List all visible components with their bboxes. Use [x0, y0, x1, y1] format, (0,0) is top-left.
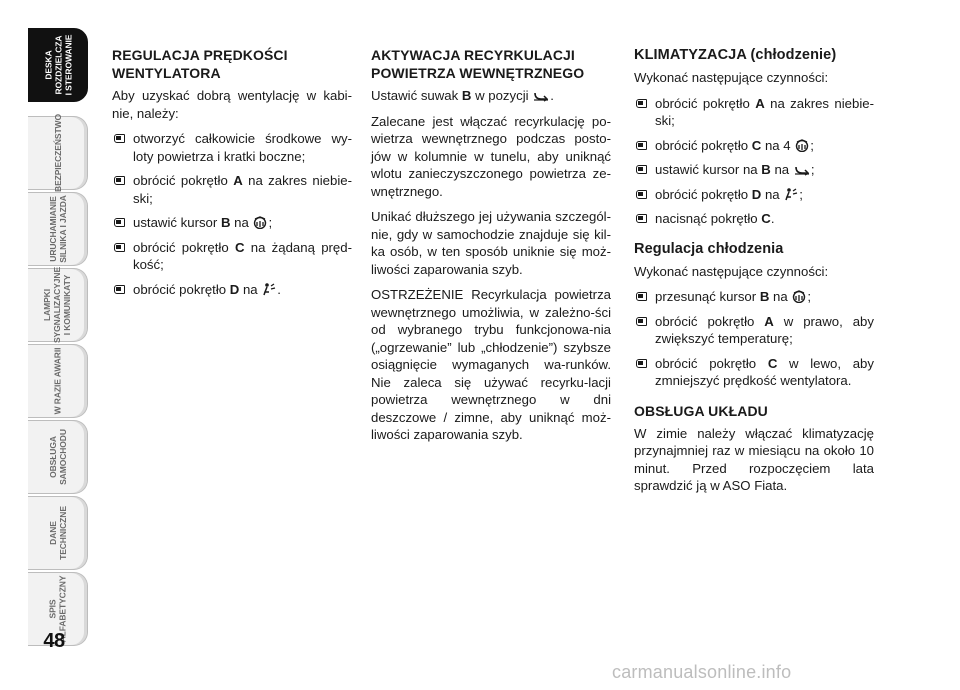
knob-key: B — [761, 162, 771, 177]
item-text: . — [770, 211, 775, 226]
knob-key: A — [755, 95, 765, 111]
tab-uruchamianie[interactable] — [28, 192, 88, 266]
item-text: na — [239, 281, 262, 297]
list-item — [634, 313, 874, 348]
item-text: ; — [807, 289, 812, 304]
column-recirculation — [371, 46, 611, 452]
item-text: w prawo, aby zwiększyć temperaturę; — [655, 313, 874, 346]
item-text: ; — [810, 162, 815, 177]
knob-key: D — [229, 281, 240, 297]
item-text: na zakres niebie-ski; — [655, 95, 874, 128]
list-item — [634, 95, 874, 130]
tab-bezpieczenstwo[interactable] — [28, 116, 88, 190]
item-text: obrócić pokrętło — [133, 173, 234, 188]
warning-paragraph: OSTRZEŻENIE Recyrkulacja powietrza wewnętrznego umożliwia, w zależno-ści od wybranego trybu funkcjonowa-nia („ogrzewanie” lub „chłodzenie”) szybsze osiągnięcie wymaganych wa-runków. Nie zaleca się używać recyrku-lacji powietrza wewnętrznego w dni deszczowe / zimne, aby uniknąć moż-liwości zaparowania szyb. — [371, 287, 611, 442]
section-heading: OBSŁUGA UKŁADU — [634, 402, 768, 419]
item-text: na — [230, 215, 253, 230]
list-item — [634, 186, 874, 204]
item-text: na — [761, 186, 784, 202]
bullet-icon — [636, 214, 647, 223]
paragraph: Wykonać następujące czynności: — [634, 70, 829, 85]
paragraph: Wykonać następujące czynności: — [634, 263, 829, 279]
tab-label: W RAZIE AWARII — [52, 347, 63, 415]
item-text: na — [770, 162, 793, 177]
item-text: ustawić kursor na — [655, 162, 762, 177]
item-text: przesunąć kursor — [655, 289, 760, 304]
item-text: . — [277, 281, 281, 297]
item-text: otworzyć całkowicie środkowe wy-loty powietrza i kratki boczne; — [133, 131, 352, 164]
tab-label: URUCHAMIANIE SILNIKA I JAZDA — [47, 195, 68, 263]
list-item — [112, 214, 352, 232]
list-item — [112, 172, 352, 207]
bullet-icon — [114, 218, 125, 227]
item-text: w lewo, aby zmniejszyć prędkość wentylatora. — [655, 355, 874, 388]
paragraph: Aby uzyskać dobrą wentylację w kabi-nie, należy: — [112, 88, 352, 121]
item-text: na — [769, 289, 792, 304]
item-text: na 4 — [761, 137, 795, 153]
knob-key: B — [461, 88, 472, 103]
tab-label: DESKA ROZDZIELCZA I STEROWANIE — [43, 34, 74, 96]
section-heading: KLIMATYZACJA (chłodzenie) — [634, 47, 837, 63]
paragraph: Unikać dłuższego jej używania szczegól-nie, gdy w samochodzie znajduje się kil-ka osób, w ten sposób uniknie się moż-liwości zaparowania szyb. — [371, 209, 611, 277]
paragraph: W zimie należy włączać klimatyzację przynajmniej raz w miesiącu na około 10 minut. Przed rozpoczęciem lata sprawdzić ją w ASO Fiata. — [634, 425, 874, 493]
text-run: Ustawić suwak — [371, 88, 462, 103]
tab-lampki[interactable] — [28, 268, 88, 342]
knob-key: C — [767, 355, 778, 371]
item-text: na żądaną pręd-kość; — [133, 239, 352, 272]
section-heading: AKTYWACJA RECYRKULACJI POWIETRZA WEWNĘTRZNEGO — [371, 47, 585, 81]
vent-distribution-icon — [262, 282, 276, 296]
list-item — [112, 130, 352, 165]
bullet-icon — [114, 176, 125, 185]
list-item — [634, 288, 874, 306]
paragraph — [371, 87, 611, 105]
knob-key: A — [233, 173, 243, 188]
knob-key: B — [759, 289, 770, 304]
item-text: obrócić pokrętło — [655, 95, 756, 111]
list-item — [634, 161, 874, 179]
tab-label: BEZPIECZEŃSTWO — [52, 114, 63, 192]
item-text: obrócić pokrętło — [133, 239, 235, 255]
list-item — [634, 137, 874, 155]
bullet-icon — [636, 141, 647, 150]
tab-label: SPIS ALFABETYCZNY — [47, 575, 68, 643]
item-text: ustawić kursor — [133, 215, 221, 230]
item-text: obrócić pokrętło — [655, 313, 765, 329]
item-text: nacisnąć pokrętło — [655, 211, 762, 226]
list-item — [112, 281, 352, 299]
text-run: . — [550, 88, 554, 103]
item-text: ; — [799, 186, 803, 202]
column-fan-speed — [112, 46, 352, 305]
item-text: obrócić pokrętło — [133, 281, 230, 297]
page-number: 48 — [43, 630, 65, 652]
tab-label: DANE TECHNICZNE — [47, 506, 68, 560]
item-text: ; — [268, 215, 273, 230]
bullet-icon — [636, 190, 647, 199]
bullet-icon — [636, 165, 647, 174]
face-vent-icon — [795, 139, 809, 152]
knob-key: D — [751, 186, 762, 202]
section-heading: REGULACJA PRĘDKOŚCI WENTYLATORA — [112, 47, 288, 81]
bullet-icon — [636, 99, 647, 108]
face-vent-icon — [253, 216, 267, 229]
tab-label: LAMPKI SYGNALIZACYJNE I KOMUNIKATY — [42, 266, 73, 344]
bullet-icon — [636, 359, 647, 368]
recirculation-icon — [794, 164, 810, 176]
tab-obsluga-samochodu[interactable] — [28, 420, 88, 494]
item-text: na zakres niebie-ski; — [133, 173, 352, 206]
knob-key: C — [761, 211, 771, 226]
knob-key: C — [234, 239, 245, 255]
item-text: ; — [810, 137, 814, 153]
item-text: obrócić pokrętło — [655, 186, 752, 202]
tab-dane-techniczne[interactable] — [28, 496, 88, 570]
list-item — [112, 239, 352, 274]
knob-key: A — [764, 313, 774, 329]
bullet-icon — [114, 285, 125, 294]
bullet-icon — [114, 243, 125, 252]
list-item — [634, 355, 874, 390]
item-text: obrócić pokrętło — [655, 137, 752, 153]
column-air-conditioning — [634, 46, 874, 503]
bullet-icon — [636, 317, 647, 326]
watermark: carmanualsonline.info — [612, 662, 792, 682]
bullet-icon — [636, 292, 647, 301]
face-vent-icon — [792, 290, 806, 303]
vent-distribution-icon — [784, 187, 798, 201]
knob-key: B — [220, 215, 231, 230]
item-text: obrócić pokrętło — [655, 355, 768, 371]
text-run: w pozycji — [471, 88, 533, 103]
knob-key: C — [751, 137, 762, 153]
paragraph: Zalecane jest włączać recyrkulację po-wietrza wewnętrznego podczas posto-jów w kolumnie w tunelu, aby uniknąć wlotu zanieczyszczonego powietrza ze-wnętrznego. — [371, 113, 611, 199]
tab-label: OBSŁUGA SAMOCHODU — [47, 429, 68, 485]
tab-w-razie-awarii[interactable] — [28, 344, 88, 418]
recirculation-icon — [533, 90, 549, 102]
tab-deska-rozdzielcza[interactable] — [28, 28, 88, 102]
bullet-icon — [114, 134, 125, 143]
list-item — [634, 210, 874, 228]
section-heading: Regulacja chłodzenia — [634, 240, 784, 257]
